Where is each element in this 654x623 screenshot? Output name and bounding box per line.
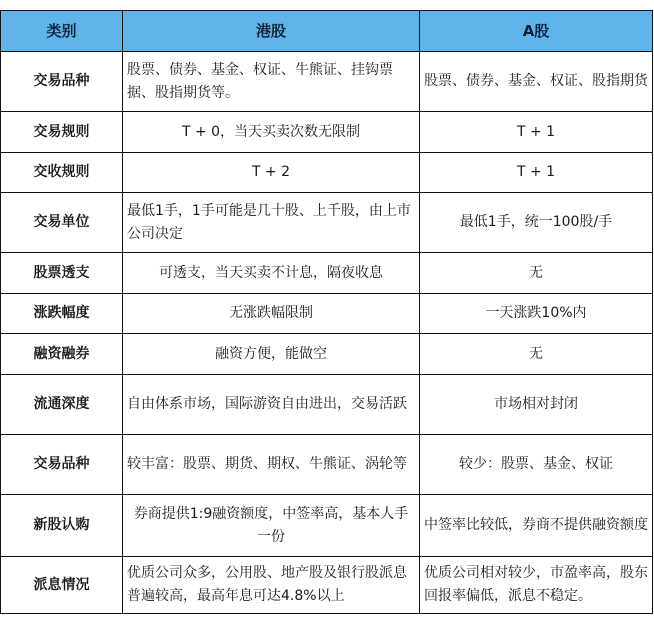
row-hk-value: 较丰富：股票、期货、期权、牛熊证、涡轮等 xyxy=(123,435,420,495)
row-hk-value: 优质公司众多，公用股、地产股及银行股派息普遍较高，最高年息可达4.8%以上 xyxy=(123,557,420,614)
table-row xyxy=(1,253,653,294)
table-row xyxy=(1,334,653,375)
row-hk-value: 券商提供1:9融资额度，中签率高，基本人手一份 xyxy=(123,495,420,557)
row-a-value: T + 1 xyxy=(420,153,653,193)
table-row xyxy=(1,375,653,435)
row-hk-value: 自由体系市场，国际游资自由进出，交易活跃 xyxy=(123,375,420,435)
header-category: 类别 xyxy=(1,11,123,52)
row-a-value: 较少：股票、基金、权证 xyxy=(420,435,653,495)
row-a-value: 无 xyxy=(420,253,653,294)
row-category: 融资融券 xyxy=(1,334,123,375)
comparison-table-container xyxy=(0,10,652,614)
row-a-value: 股票、债券、基金、权证、股指期货 xyxy=(420,52,653,112)
row-category: 股票透支 xyxy=(1,253,123,294)
table-row xyxy=(1,435,653,495)
table-header-row xyxy=(1,11,653,52)
row-a-value: 无 xyxy=(420,334,653,375)
row-hk-value: 股票、债券、基金、权证、牛熊证、挂钩票据、股指期货等。 xyxy=(123,52,420,112)
row-category: 新股认购 xyxy=(1,495,123,557)
row-a-value: 一天涨跌10%内 xyxy=(420,294,653,334)
row-hk-value: 可透支，当天买卖不计息，隔夜收息 xyxy=(123,253,420,294)
row-a-value: 最低1手，统一100股/手 xyxy=(420,193,653,253)
row-category: 交易规则 xyxy=(1,112,123,153)
row-hk-value: T + 0，当天买卖次数无限制 xyxy=(123,112,420,153)
header-a-shares: A股 xyxy=(420,11,653,52)
row-hk-value: 无涨跌幅限制 xyxy=(123,294,420,334)
row-a-value: T + 1 xyxy=(420,112,653,153)
table-row xyxy=(1,294,653,334)
table-row xyxy=(1,52,653,112)
row-a-value: 中签率比较低，券商不提供融资额度 xyxy=(420,495,653,557)
header-hk-stocks: 港股 xyxy=(123,11,420,52)
row-hk-value: 融资方便，能做空 xyxy=(123,334,420,375)
row-a-value: 优质公司相对较少，市盈率高，股东回报率偏低，派息不稳定。 xyxy=(420,557,653,614)
row-category: 交收规则 xyxy=(1,153,123,193)
table-row xyxy=(1,557,653,614)
row-category: 交易品种 xyxy=(1,52,123,112)
table-row xyxy=(1,112,653,153)
row-category: 流通深度 xyxy=(1,375,123,435)
row-category: 涨跌幅度 xyxy=(1,294,123,334)
row-category: 交易单位 xyxy=(1,193,123,253)
row-category: 派息情况 xyxy=(1,557,123,614)
row-category: 交易品种 xyxy=(1,435,123,495)
row-a-value: 市场相对封闭 xyxy=(420,375,653,435)
hk-vs-a-share-table xyxy=(0,10,653,614)
table-row xyxy=(1,495,653,557)
table-row xyxy=(1,193,653,253)
row-hk-value: T + 2 xyxy=(123,153,420,193)
table-row xyxy=(1,153,653,193)
row-hk-value: 最低1手，1手可能是几十股、上千股，由上市公司决定 xyxy=(123,193,420,253)
